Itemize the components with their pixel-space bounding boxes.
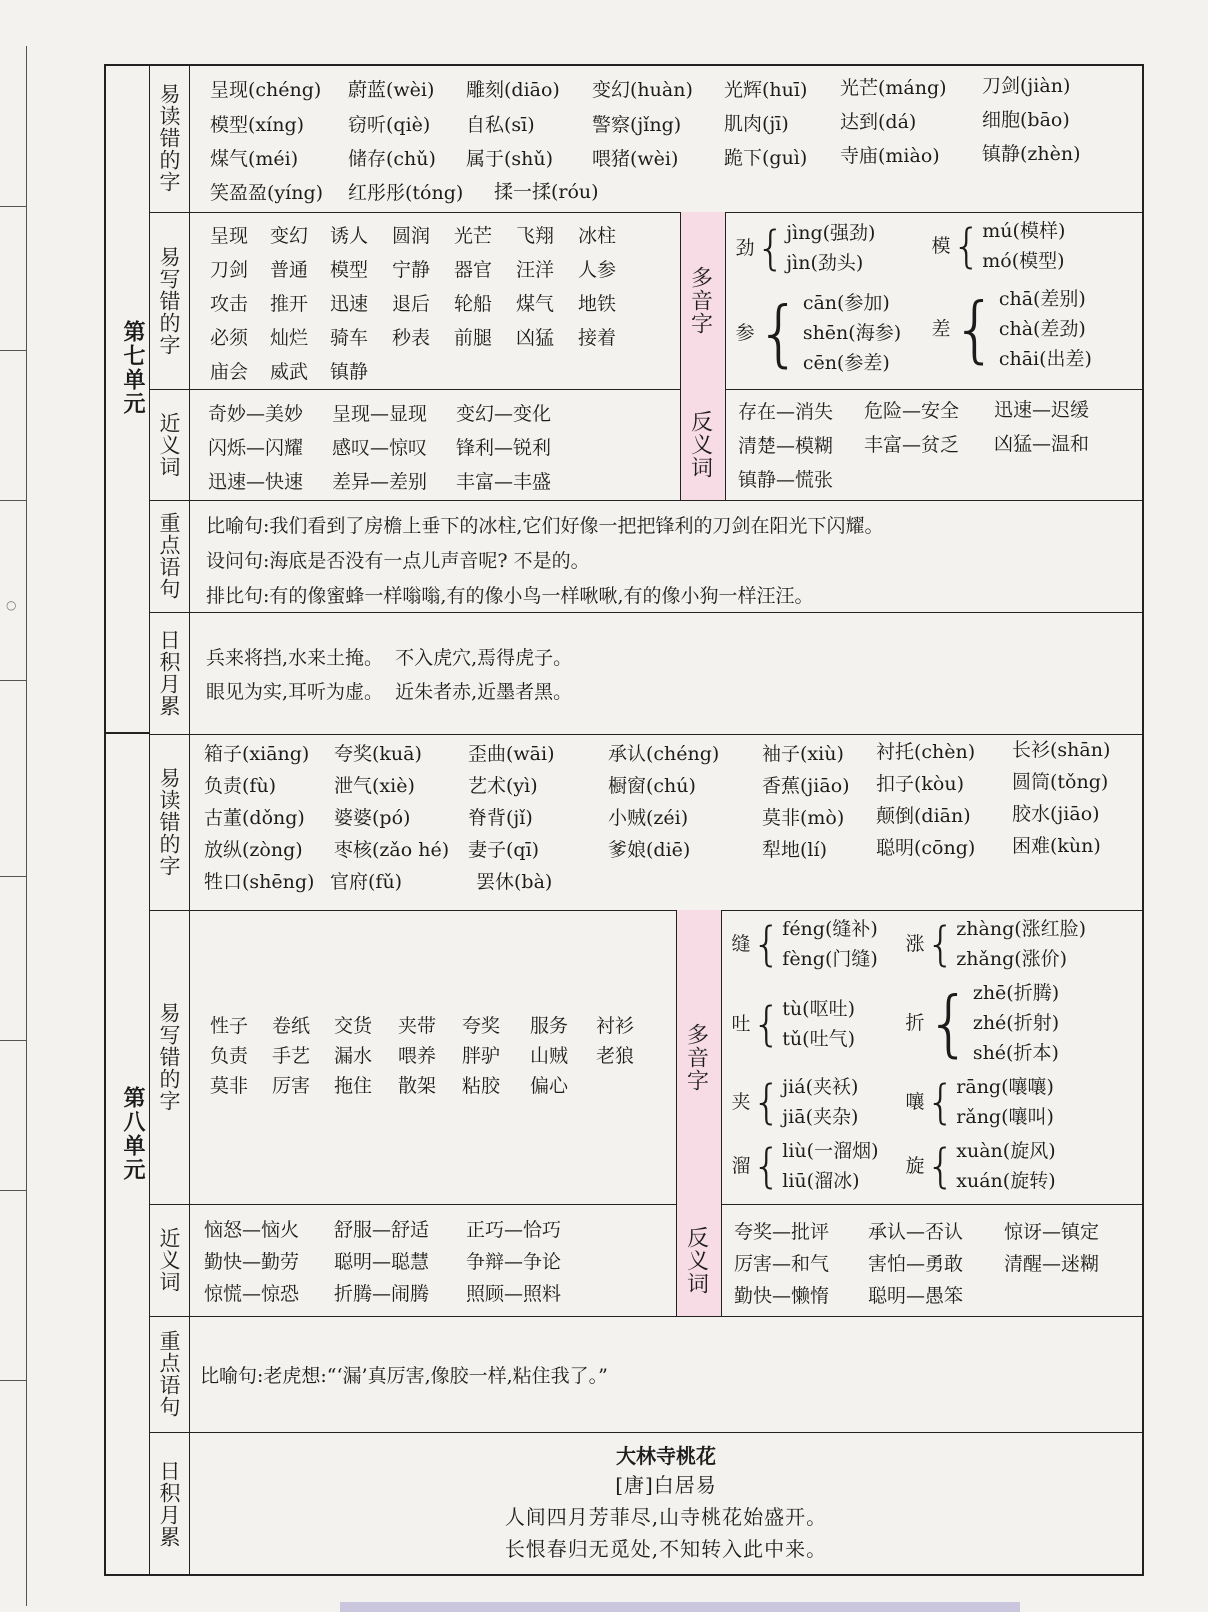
read-word: 镇静(zhèn)	[982, 143, 1081, 165]
read-word: 枣核(zǎo hé)	[334, 839, 450, 861]
write-word: 轮船	[454, 293, 493, 315]
brace-icon: {	[752, 1075, 782, 1129]
read-word: 笑盈盈(yíng)	[210, 182, 324, 204]
margin-tick	[0, 1190, 26, 1191]
write-word: 人参	[578, 259, 617, 281]
poem-line: 人间四月芳菲尽,山寺桃花始盛开。	[504, 1505, 828, 1529]
write-word: 退后	[392, 293, 431, 315]
read-word: 呈现(chéng)	[210, 79, 322, 101]
polyphone-reading: zhǎng(涨价)	[956, 948, 1068, 970]
write-word: 灿烂	[270, 327, 309, 349]
poem-title: 大林寺桃花	[616, 1444, 716, 1468]
write-word: 莫非	[210, 1075, 249, 1097]
write-word: 攻击	[210, 293, 249, 315]
read-word: 肌肉(jī)	[724, 113, 789, 135]
synonym-pair: 变幻—变化	[456, 403, 552, 425]
read-word: 小贼(zéi)	[608, 807, 689, 829]
polyphone-reading: rǎng(嚷叫)	[956, 1106, 1054, 1128]
synonym-pair: 感叹—惊叹	[332, 437, 428, 459]
unit8-ant-category	[676, 1204, 722, 1316]
read-word: 颠倒(diān)	[876, 805, 971, 827]
row-divider	[150, 910, 1144, 911]
polyphone-reading: jìn(劲头)	[786, 252, 864, 274]
antonym-pair: 凶猛—温和	[994, 433, 1090, 455]
read-word: 寺庙(miào)	[840, 145, 940, 167]
write-word: 喂养	[398, 1045, 437, 1067]
polyphone-reading: chā(差别)	[998, 288, 1086, 310]
margin-tick	[0, 680, 26, 681]
key-sentence: 比喻句:老虎想:“‘漏’真厉害,像胶一样,粘住我了。”	[200, 1365, 608, 1387]
unit7-label: 第七单元	[120, 320, 145, 416]
margin-tick	[0, 1040, 26, 1041]
brace-icon: {	[952, 287, 998, 371]
write-word: 圆润	[392, 225, 431, 247]
read-word: 犁地(lí)	[762, 839, 827, 861]
unit7-acc-category	[150, 612, 190, 734]
antonym-pair: 危险—安全	[864, 400, 960, 422]
polyphone-char: 吐	[731, 1013, 751, 1035]
write-word: 前腿	[454, 327, 493, 349]
polyphone-group	[930, 216, 1065, 276]
polyphone-reading: chāi(出差)	[998, 348, 1092, 370]
row-divider	[150, 389, 1144, 390]
polyphone-reading: jìng(强劲)	[786, 222, 876, 244]
poem-author: [唐]白居易	[615, 1473, 717, 1497]
write-word: 庙会	[210, 361, 249, 383]
antonym-pair: 清醒—迷糊	[1004, 1253, 1100, 1275]
synonym-pair: 闪烁—闪耀	[208, 437, 304, 459]
unit7-write-category	[150, 212, 190, 389]
category-label: 多音字	[687, 266, 713, 335]
write-word: 威武	[270, 361, 309, 383]
read-word: 蔚蓝(wèi)	[348, 79, 435, 101]
synonym-pair: 差异—差别	[332, 471, 428, 493]
brace-icon: {	[752, 997, 782, 1051]
unit7-poly-category	[680, 212, 726, 389]
category-label: 重点语句	[157, 512, 181, 600]
read-word: 揉一揉(róu)	[494, 181, 599, 203]
write-word: 散架	[398, 1075, 437, 1097]
unit7-syn-category	[150, 389, 190, 500]
synonym-pair: 争辩—争论	[466, 1251, 562, 1273]
read-word: 古董(dǒng)	[204, 807, 305, 829]
write-word: 胖驴	[462, 1045, 501, 1067]
write-word: 宁静	[392, 259, 431, 281]
polyphone-group	[730, 994, 855, 1054]
write-word: 器官	[454, 259, 493, 281]
unit8-read-category	[150, 734, 190, 910]
polyphone-reading: zhé(折射)	[972, 1012, 1060, 1034]
unit8-write-category	[150, 910, 190, 1204]
polyphone-char: 溜	[731, 1155, 751, 1177]
write-word: 变幻	[270, 225, 309, 247]
antonym-pair: 勤快—懒惰	[734, 1285, 830, 1307]
polyphone-reading: xuàn(旋风)	[956, 1140, 1056, 1162]
write-word: 卷纸	[272, 1015, 311, 1037]
write-word: 夹带	[398, 1015, 437, 1037]
polyphone-reading: jiā(夹杂)	[782, 1106, 859, 1128]
polyphone-char: 缝	[731, 933, 751, 955]
read-word: 箱子(xiāng)	[204, 743, 310, 765]
read-word: 负责(fù)	[204, 775, 277, 797]
write-word: 呈现	[210, 225, 249, 247]
key-sentence: 设问句:海底是否没有一点儿声音呢? 不是的。	[206, 550, 590, 572]
category-label: 多音字	[683, 1022, 709, 1092]
write-word: 负责	[210, 1045, 249, 1067]
unit8-column	[104, 734, 150, 1576]
read-word: 煤气(méi)	[210, 148, 299, 170]
synonym-pair: 舒服—舒适	[334, 1219, 430, 1241]
read-word: 放纵(zòng)	[204, 839, 303, 861]
margin-tick	[0, 1380, 26, 1381]
synonym-pair: 迅速—快速	[208, 471, 304, 493]
read-word: 模型(xíng)	[210, 114, 305, 136]
read-word: 窃听(qiè)	[348, 114, 431, 136]
write-word: 模型	[330, 259, 369, 281]
read-word: 袖子(xiù)	[762, 743, 844, 765]
unit8-acc-category	[150, 1432, 190, 1576]
read-word: 艺术(yì)	[468, 775, 538, 797]
write-word: 凶猛	[516, 327, 555, 349]
read-word: 罢休(bà)	[476, 871, 553, 893]
synonym-pair: 锋利—锐利	[456, 437, 552, 459]
polyphone-reading: mú(模样)	[982, 220, 1066, 242]
write-word: 迅速	[330, 293, 369, 315]
antonym-pair: 迅速—迟缓	[994, 399, 1090, 421]
read-word: 扣子(kòu)	[876, 773, 965, 795]
read-word: 困难(kùn)	[1012, 835, 1101, 857]
read-word: 妻子(qī)	[468, 839, 540, 861]
category-label: 反义词	[687, 410, 713, 479]
write-word: 汪洋	[516, 259, 555, 281]
polyphone-reading: féng(缝补)	[782, 918, 878, 940]
write-word: 推开	[270, 293, 309, 315]
polyphone-reading: mó(模型)	[982, 250, 1065, 272]
polyphone-reading: tǔ(吐气)	[782, 1028, 855, 1050]
polyphone-group	[730, 1072, 858, 1132]
polyphone-char: 旋	[905, 1155, 925, 1177]
scan-edge-stripe	[340, 1602, 1020, 1612]
polyphone-group	[930, 284, 1092, 374]
row-divider	[150, 1432, 1144, 1433]
category-label: 重点语句	[157, 1330, 181, 1418]
proverb-line: 兵来将挡,水来土掩。 不入虎穴,焉得虎子。	[206, 647, 573, 669]
write-word: 偏心	[530, 1075, 569, 1097]
polyphone-reading: zhē(折腾)	[972, 982, 1060, 1004]
read-word: 圆筒(tǒng)	[1012, 771, 1109, 793]
polyphone-char: 模	[931, 235, 951, 257]
category-label: 近义词	[157, 411, 181, 478]
antonym-pair: 存在—消失	[738, 401, 834, 423]
read-word: 光芒(máng)	[840, 77, 947, 99]
margin-dot: ○	[6, 598, 17, 612]
binding-margin	[0, 46, 27, 1606]
synonym-pair: 丰富—丰盛	[456, 471, 552, 493]
synonym-pair: 奇妙—美妙	[208, 403, 304, 425]
polyphone-group	[904, 914, 1086, 974]
row-divider	[150, 1204, 1144, 1205]
poem-line: 长恨春归无觅处,不知转入此中来。	[504, 1537, 828, 1561]
category-label: 反义词	[683, 1225, 709, 1295]
polyphone-reading: rāng(嚷嚷)	[956, 1076, 1054, 1098]
write-word: 山贼	[530, 1045, 569, 1067]
read-word: 歪曲(wāi)	[468, 743, 555, 765]
antonym-pair: 清楚—模糊	[738, 435, 834, 457]
unit8-key-category	[150, 1316, 190, 1432]
category-label: 日积月累	[157, 1460, 181, 1548]
read-word: 泄气(xiè)	[334, 775, 415, 797]
synonym-pair: 呈现—显现	[332, 403, 428, 425]
brace-icon: {	[952, 219, 982, 273]
write-word: 地铁	[578, 293, 617, 315]
read-word: 红彤彤(tóng)	[348, 182, 464, 204]
polyphone-char: 涨	[905, 933, 925, 955]
antonym-pair: 聪明—愚笨	[868, 1285, 964, 1307]
antonym-pair: 害怕—勇敢	[868, 1253, 964, 1275]
polyphone-char: 劲	[735, 237, 755, 259]
category-label: 易读错的字	[157, 767, 181, 877]
row-divider	[150, 212, 1144, 213]
polyphone-group	[734, 218, 875, 278]
row-divider	[150, 612, 1144, 613]
write-word: 诱人	[330, 225, 369, 247]
polyphone-group	[904, 1136, 1056, 1196]
polyphone-reading: cēn(参差)	[802, 352, 890, 374]
category-label: 易写错的字	[157, 245, 181, 356]
write-word: 飞翔	[516, 225, 555, 247]
write-word: 夸奖	[462, 1015, 501, 1037]
polyphone-group	[904, 1072, 1054, 1132]
polyphone-reading: shé(折本)	[972, 1042, 1059, 1064]
synonym-pair: 聪明—聪慧	[334, 1251, 430, 1273]
brace-icon: {	[756, 221, 786, 275]
antonym-pair: 承认—否认	[868, 1221, 964, 1243]
synonym-pair: 折腾—闹腾	[334, 1283, 430, 1305]
row-divider	[150, 1316, 1144, 1317]
read-word: 喂猪(wèi)	[592, 148, 679, 170]
write-word: 接着	[578, 327, 617, 349]
polyphone-char: 折	[905, 1012, 925, 1034]
margin-tick	[0, 350, 26, 351]
read-word: 储存(chǔ)	[348, 148, 436, 170]
polyphone-group	[734, 288, 901, 378]
antonym-pair: 夸奖—批评	[734, 1221, 830, 1243]
polyphone-reading: tù(呕吐)	[782, 998, 855, 1020]
category-label: 近义词	[157, 1227, 181, 1293]
read-word: 细胞(bāo)	[982, 109, 1070, 131]
unit8-label: 第八单元	[120, 1086, 145, 1182]
synonym-pair: 恼怒—恼火	[204, 1219, 300, 1241]
write-word: 粘胶	[462, 1075, 501, 1097]
category-label: 日积月累	[157, 629, 181, 717]
polyphone-reading: shēn(海参)	[802, 322, 902, 344]
write-word: 手艺	[272, 1045, 311, 1067]
read-word: 雕刻(diāo)	[466, 79, 560, 101]
read-word: 婆婆(pó)	[334, 807, 411, 829]
polyphone-reading: chà(差劲)	[998, 318, 1086, 340]
synonym-pair: 勤快—勤劳	[204, 1251, 300, 1273]
polyphone-group	[904, 978, 1059, 1068]
read-word: 衬托(chèn)	[876, 741, 976, 763]
category-label: 易读错的字	[157, 83, 181, 193]
key-sentence: 比喻句:我们看到了房檐上垂下的冰柱,它们好像一把把锋利的刀剑在阳光下闪耀。	[206, 515, 884, 537]
margin-tick	[0, 206, 26, 207]
polyphone-char: 参	[735, 322, 755, 344]
unit7-column	[104, 64, 150, 734]
write-word: 服务	[530, 1015, 569, 1037]
write-word: 刀剑	[210, 259, 249, 281]
write-word: 性子	[210, 1015, 249, 1037]
brace-icon: {	[926, 981, 972, 1065]
read-word: 脊背(jǐ)	[468, 807, 533, 829]
margin-tick	[0, 500, 26, 501]
read-word: 官府(fǔ)	[330, 871, 403, 893]
brace-icon: {	[926, 917, 956, 971]
unit7-key-category	[150, 500, 190, 612]
polyphone-group	[730, 914, 878, 974]
synonym-pair: 照顾—照料	[466, 1283, 562, 1305]
read-word: 跪下(guì)	[724, 147, 808, 169]
read-word: 胶水(jiāo)	[1012, 803, 1100, 825]
write-word: 拖住	[334, 1075, 373, 1097]
read-word: 橱窗(chú)	[608, 775, 696, 797]
write-word: 光芒	[454, 225, 493, 247]
polyphone-reading: jiá(夹袄)	[782, 1076, 859, 1098]
write-word: 交货	[334, 1015, 373, 1037]
read-word: 爹娘(diē)	[608, 839, 691, 861]
read-word: 聪明(cōng)	[876, 837, 976, 859]
unit8-syn-category	[150, 1204, 190, 1316]
unit7-read-category	[150, 64, 190, 212]
read-word: 属于(shǔ)	[466, 148, 554, 170]
read-word: 刀剑(jiàn)	[982, 75, 1071, 97]
key-sentence: 排比句:有的像蜜蜂一样嗡嗡,有的像小鸟一样啾啾,有的像小狗一样汪汪。	[206, 585, 814, 607]
read-word: 光辉(huī)	[724, 79, 808, 101]
write-word: 衬衫	[596, 1015, 635, 1037]
read-word: 达到(dá)	[840, 111, 917, 133]
polyphone-reading: xuán(旋转)	[956, 1170, 1056, 1192]
polyphone-reading: fèng(门缝)	[782, 948, 878, 970]
read-word: 自私(sī)	[466, 114, 535, 136]
read-word: 承认(chéng)	[608, 743, 720, 765]
row-divider	[150, 500, 1144, 501]
write-word: 普通	[270, 259, 309, 281]
polyphone-group	[730, 1136, 879, 1196]
read-word: 香蕉(jiāo)	[762, 775, 850, 797]
read-word: 警察(jǐng)	[592, 114, 682, 136]
polyphone-reading: liū(溜冰)	[782, 1170, 860, 1192]
brace-icon: {	[752, 917, 782, 971]
antonym-pair: 镇静—慌张	[738, 469, 834, 491]
unit8-poly-category	[676, 910, 722, 1204]
read-word: 莫非(mò)	[762, 807, 845, 829]
antonym-pair: 丰富—贫乏	[864, 434, 960, 456]
category-label: 易写错的字	[157, 1002, 181, 1112]
polyphone-reading: liù(一溜烟)	[782, 1140, 879, 1162]
write-word: 老狼	[596, 1045, 635, 1067]
polyphone-char: 嚷	[905, 1091, 925, 1113]
read-word: 长衫(shān)	[1012, 739, 1111, 761]
synonym-pair: 正巧—恰巧	[466, 1219, 562, 1241]
polyphone-char: 差	[931, 318, 951, 340]
antonym-pair: 厉害—和气	[734, 1253, 830, 1275]
write-word: 厉害	[272, 1075, 311, 1097]
poem	[190, 1440, 1142, 1565]
polyphone-char: 夹	[731, 1091, 751, 1113]
write-word: 必须	[210, 327, 249, 349]
unit7-ant-category	[680, 389, 726, 500]
brace-icon: {	[926, 1075, 956, 1129]
synonym-pair: 惊慌—惊恐	[204, 1283, 300, 1305]
margin-tick	[0, 876, 26, 877]
polyphone-reading: zhàng(涨红脸)	[956, 918, 1087, 940]
write-word: 镇静	[330, 361, 369, 383]
write-word: 漏水	[334, 1045, 373, 1067]
brace-icon: {	[756, 291, 802, 375]
write-word: 秒表	[392, 327, 431, 349]
write-word: 煤气	[516, 293, 555, 315]
write-word: 冰柱	[578, 225, 617, 247]
read-word: 变幻(huàn)	[592, 79, 693, 101]
polyphone-reading: cān(参加)	[802, 292, 890, 314]
brace-icon: {	[926, 1139, 956, 1193]
read-word: 牲口(shēng)	[204, 871, 315, 893]
antonym-pair: 惊讶—镇定	[1004, 1221, 1100, 1243]
read-word: 夸奖(kuā)	[334, 743, 422, 765]
proverb-line: 眼见为实,耳听为虚。 近朱者赤,近墨者黑。	[206, 681, 573, 703]
row-divider	[150, 734, 1144, 735]
brace-icon: {	[752, 1139, 782, 1193]
write-word: 骑车	[330, 327, 369, 349]
